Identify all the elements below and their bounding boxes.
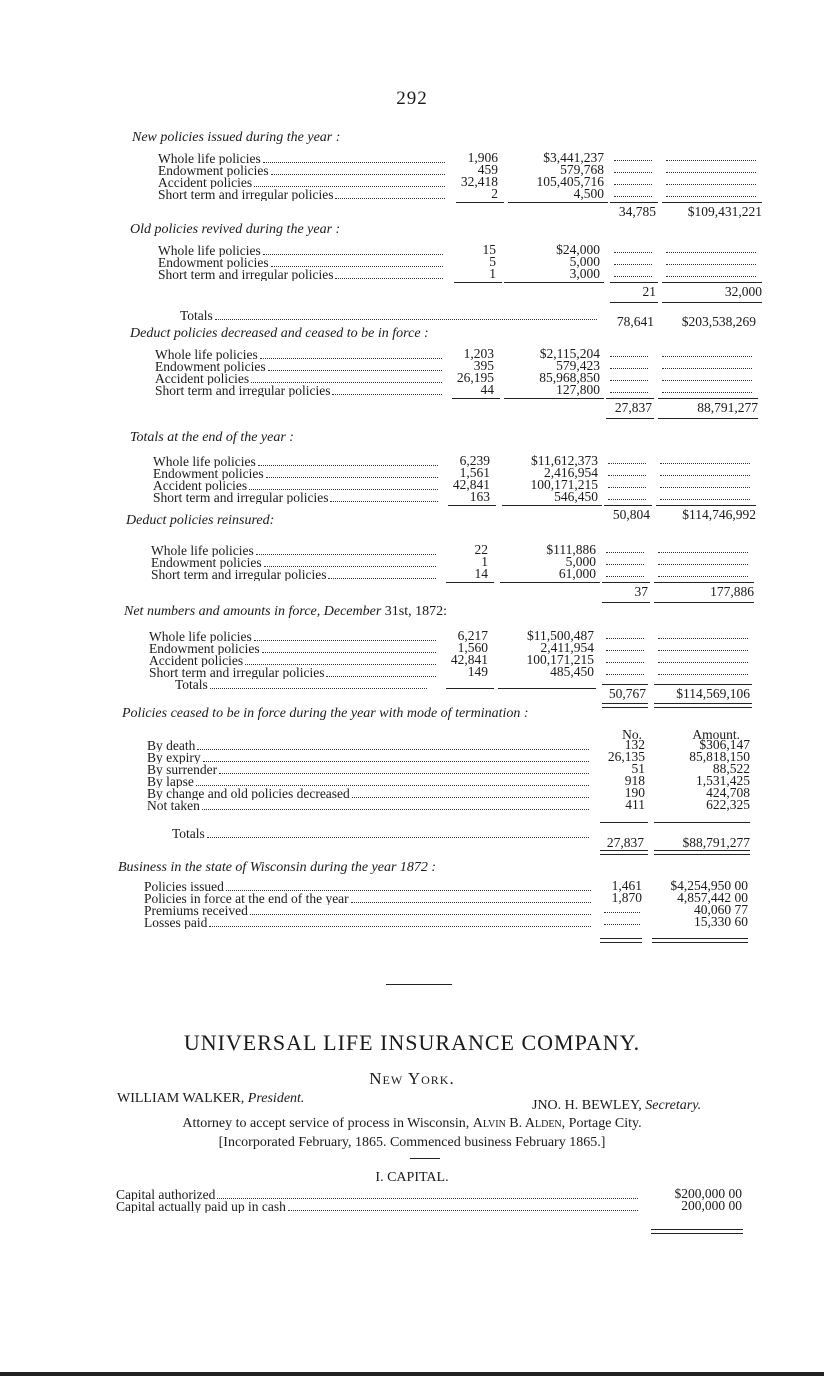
column-rule bbox=[448, 505, 496, 506]
column-rule bbox=[662, 302, 762, 303]
net-total-amount: $114,569,106 bbox=[676, 686, 750, 701]
column-rule bbox=[500, 582, 600, 583]
row-label-text: Losses paid bbox=[144, 915, 208, 929]
row-label-text: Whole life policies bbox=[158, 151, 261, 165]
attorney-name: Alvin B. Alden bbox=[472, 1116, 562, 1131]
row-label-text: Endowment policies bbox=[158, 255, 269, 269]
policy-amount: $24,000 bbox=[556, 242, 600, 257]
row-label-text: Short term and irregular policies bbox=[158, 267, 334, 281]
net-total-count: 50,767 bbox=[608, 686, 646, 701]
policy-count: 1 bbox=[481, 554, 488, 569]
column-rule bbox=[602, 684, 648, 685]
totals-label bbox=[180, 308, 600, 322]
placeholder-dots bbox=[666, 151, 756, 161]
policy-amount: 85,968,850 bbox=[539, 370, 600, 385]
placeholder-dots bbox=[606, 567, 644, 577]
placeholder-dots bbox=[614, 163, 652, 173]
leader-dots bbox=[330, 501, 438, 502]
termination-amount: 1,531,425 bbox=[696, 773, 750, 788]
row-label-text: Endowment policies bbox=[149, 641, 260, 655]
placeholder-dots bbox=[614, 187, 652, 197]
column-rule bbox=[610, 202, 658, 203]
company-name: UNIVERSAL LIFE INSURANCE COMPANY. bbox=[183, 1030, 641, 1055]
net-force-title-year: , 1872: bbox=[408, 604, 448, 619]
placeholder-dots bbox=[604, 915, 640, 925]
row-label-text: Short term and irregular policies bbox=[155, 383, 331, 397]
row-label-text: Endowment policies bbox=[155, 359, 266, 373]
wisconsin-count: 1,461 bbox=[611, 878, 642, 893]
placeholder-dots bbox=[604, 903, 640, 913]
policy-count: 22 bbox=[474, 542, 488, 557]
policy-count: 42,841 bbox=[452, 477, 490, 492]
policy-amount: 100,171,215 bbox=[530, 477, 598, 492]
section-total-amount: 88,791,277 bbox=[697, 400, 758, 415]
row-label-text: Endowment policies bbox=[153, 466, 264, 480]
termination-total-count: 27,837 bbox=[606, 835, 644, 850]
row-label-text: Whole life policies bbox=[151, 543, 254, 557]
double-rule bbox=[600, 938, 642, 943]
row-label-text: Totals bbox=[180, 308, 213, 322]
separator-rule-small bbox=[410, 1158, 440, 1159]
section-total-count: 34,785 bbox=[618, 204, 656, 219]
section-total-amount: $109,431,221 bbox=[687, 204, 762, 219]
row-label-text: Premiums received bbox=[144, 903, 248, 917]
row-label-text: Accident policies bbox=[149, 653, 244, 667]
president-title: President. bbox=[247, 1091, 305, 1106]
section-total-count: 21 bbox=[642, 284, 656, 299]
leader-dots bbox=[328, 578, 436, 579]
double-rule bbox=[602, 703, 648, 708]
column-rule bbox=[602, 582, 650, 583]
row-label-text: Whole life policies bbox=[158, 243, 261, 257]
placeholder-dots bbox=[606, 555, 644, 565]
wisconsin-title bbox=[118, 860, 436, 876]
row-label-text: Whole life policies bbox=[149, 629, 252, 643]
leader-dots bbox=[335, 198, 445, 199]
net-count: 6,217 bbox=[457, 628, 488, 643]
wisconsin-amount: 40,060 77 bbox=[694, 902, 748, 917]
termination-row-label bbox=[147, 798, 592, 812]
placeholder-dots bbox=[658, 543, 748, 553]
row-label-text: Totals bbox=[172, 826, 205, 840]
net-amount: 100,171,215 bbox=[526, 652, 594, 667]
column-header-no: No. bbox=[622, 727, 642, 742]
section-title: Deduct policies reinsured: bbox=[126, 513, 275, 528]
row-label-text: Policies in force at the end of the year bbox=[144, 891, 349, 905]
termination-count: 132 bbox=[624, 737, 645, 752]
policy-amount: 2,416,954 bbox=[544, 465, 598, 480]
termination-count: 51 bbox=[631, 761, 645, 776]
placeholder-dots bbox=[606, 653, 644, 663]
row-label-text: Whole life policies bbox=[155, 347, 258, 361]
placeholder-dots bbox=[606, 629, 644, 639]
policy-count: 459 bbox=[477, 162, 498, 177]
policy-count: 1,561 bbox=[459, 465, 490, 480]
placeholder-dots bbox=[658, 653, 748, 663]
placeholder-dots bbox=[614, 255, 652, 265]
president-name: WILLIAM WALKER, bbox=[117, 1091, 245, 1106]
attorney-city: , Portage City. bbox=[561, 1116, 642, 1131]
section-title: Totals at the end of the year : bbox=[130, 430, 294, 445]
policy-amount: 105,405,716 bbox=[536, 174, 604, 189]
column-rule bbox=[658, 398, 758, 399]
placeholder-dots bbox=[608, 454, 646, 464]
placeholder-dots bbox=[658, 641, 748, 651]
separator-rule bbox=[386, 984, 452, 985]
placeholder-dots bbox=[608, 478, 646, 488]
row-label-text: Endowment policies bbox=[151, 555, 262, 569]
net-force-title-text: Net numbers and amounts in force, December bbox=[124, 604, 382, 619]
leader-dots bbox=[335, 278, 443, 279]
wisconsin-amount: $4,254,950 00 bbox=[670, 878, 748, 893]
column-rule bbox=[654, 684, 752, 685]
termination-amount: 88,522 bbox=[712, 761, 750, 776]
placeholder-dots bbox=[662, 347, 752, 357]
attorney-line bbox=[0, 1116, 824, 1132]
double-rule bbox=[654, 850, 750, 855]
placeholder-dots bbox=[606, 665, 644, 675]
company-city: New York. bbox=[369, 1069, 455, 1088]
placeholder-dots bbox=[662, 359, 752, 369]
placeholder-dots bbox=[658, 665, 748, 675]
policy-row-label bbox=[155, 383, 445, 397]
policy-count: 395 bbox=[473, 358, 494, 373]
row-label-text: Capital actually paid up in cash bbox=[116, 1199, 286, 1213]
column-rule bbox=[504, 282, 604, 283]
placeholder-dots bbox=[666, 163, 756, 173]
column-rule bbox=[656, 505, 756, 506]
wisconsin-title-year: 1872 : bbox=[399, 860, 437, 875]
policy-count: 5 bbox=[489, 254, 496, 269]
policy-row-label bbox=[158, 187, 448, 201]
termination-totals-label bbox=[172, 826, 592, 840]
placeholder-dots bbox=[666, 187, 756, 197]
section-total-count: 37 bbox=[634, 584, 648, 599]
termination-count: 190 bbox=[624, 785, 645, 800]
policy-amount: 61,000 bbox=[558, 566, 596, 581]
leader-dots bbox=[207, 837, 589, 838]
placeholder-dots bbox=[666, 255, 756, 265]
placeholder-dots bbox=[660, 466, 750, 476]
placeholder-dots bbox=[614, 267, 652, 277]
column-rule bbox=[654, 822, 750, 823]
row-label-text: Totals bbox=[175, 677, 208, 691]
double-rule bbox=[654, 703, 752, 708]
row-label-text: Whole life policies bbox=[153, 454, 256, 468]
column-rule bbox=[658, 418, 758, 419]
net-totals-label bbox=[175, 677, 430, 691]
page-bottom-edge bbox=[0, 1372, 824, 1376]
row-label-text: Accident policies bbox=[153, 478, 248, 492]
placeholder-dots bbox=[610, 383, 648, 393]
wisconsin-title-text: Business in the state of Wisconsin during the year bbox=[118, 860, 397, 875]
net-amount: 485,450 bbox=[550, 664, 594, 679]
termination-amount: 424,708 bbox=[706, 785, 750, 800]
policy-amount: 579,423 bbox=[556, 358, 600, 373]
grand-total-count: 78,641 bbox=[616, 314, 654, 329]
placeholder-dots bbox=[606, 543, 644, 553]
page-number: 292 bbox=[396, 88, 428, 109]
column-rule bbox=[504, 398, 604, 399]
row-label-text: Short term and irregular policies bbox=[153, 490, 329, 504]
column-rule bbox=[602, 602, 650, 603]
placeholder-dots bbox=[660, 454, 750, 464]
placeholder-dots bbox=[666, 267, 756, 277]
placeholder-dots bbox=[614, 175, 652, 185]
section-total-count: 27,837 bbox=[614, 400, 652, 415]
double-rule bbox=[600, 850, 648, 855]
placeholder-dots bbox=[610, 371, 648, 381]
column-rule bbox=[454, 282, 502, 283]
column-rule bbox=[508, 202, 608, 203]
termination-count: 411 bbox=[625, 797, 645, 812]
policy-amount: 5,000 bbox=[569, 254, 600, 269]
section-total-count: 50,804 bbox=[612, 507, 650, 522]
termination-count: 26,135 bbox=[607, 749, 645, 764]
column-rule bbox=[662, 282, 762, 283]
placeholder-dots bbox=[610, 347, 648, 357]
double-rule bbox=[652, 938, 748, 943]
leader-dots bbox=[210, 688, 427, 689]
section-title: New policies issued during the year : bbox=[132, 130, 341, 145]
capital-heading: I. CAPITAL. bbox=[375, 1170, 449, 1185]
net-amount: 2,411,954 bbox=[540, 640, 594, 655]
capital-row-label bbox=[116, 1199, 641, 1213]
policy-count: 1,203 bbox=[463, 346, 494, 361]
column-rule bbox=[446, 582, 494, 583]
placeholder-dots bbox=[662, 371, 752, 381]
policy-count: 15 bbox=[482, 242, 496, 257]
column-rule bbox=[610, 302, 658, 303]
row-label-text: Short term and irregular policies bbox=[158, 187, 334, 201]
row-label-text: Endowment policies bbox=[158, 163, 269, 177]
policy-amount: 579,768 bbox=[560, 162, 604, 177]
policy-amount: 127,800 bbox=[556, 382, 600, 397]
policy-amount: 3,000 bbox=[569, 266, 600, 281]
wisconsin-count: 1,870 bbox=[611, 890, 642, 905]
policy-count: 44 bbox=[480, 382, 494, 397]
placeholder-dots bbox=[658, 555, 748, 565]
placeholder-dots bbox=[660, 478, 750, 488]
secretary-line bbox=[532, 1098, 701, 1114]
placeholder-dots bbox=[608, 466, 646, 476]
capital-amount: $200,000 00 bbox=[674, 1186, 742, 1201]
policy-amount: $3,441,237 bbox=[543, 150, 604, 165]
termination-amount: 85,818,150 bbox=[689, 749, 750, 764]
column-rule bbox=[604, 505, 652, 506]
policy-count: 6,239 bbox=[459, 453, 490, 468]
attorney-text: Attorney to accept service of process in Wisconsin, bbox=[182, 1116, 470, 1131]
grand-total-amount: $203,538,269 bbox=[681, 314, 756, 329]
policy-count: 32,418 bbox=[460, 174, 498, 189]
double-rule bbox=[651, 1229, 743, 1234]
policy-amount: $11,612,373 bbox=[531, 453, 598, 468]
leader-dots bbox=[288, 1210, 638, 1211]
termination-total-amount: $88,791,277 bbox=[682, 835, 750, 850]
row-label-text: Accident policies bbox=[155, 371, 250, 385]
secretary-title: Secretary. bbox=[645, 1098, 702, 1113]
section-total-amount: 32,000 bbox=[724, 284, 762, 299]
column-rule bbox=[662, 202, 762, 203]
column-rule bbox=[502, 505, 602, 506]
section-total-amount: 177,886 bbox=[710, 584, 754, 599]
column-rule bbox=[446, 688, 494, 689]
placeholder-dots bbox=[666, 175, 756, 185]
section-title: Old policies revived during the year : bbox=[130, 222, 341, 237]
wisconsin-amount: 4,857,442 00 bbox=[677, 890, 748, 905]
row-label-text: Short term and irregular policies bbox=[151, 567, 327, 581]
incorporation-note: [Incorporated February, 1865. Commenced business February 1865.] bbox=[218, 1135, 606, 1150]
row-label-text: Not taken bbox=[147, 798, 200, 812]
column-rule bbox=[654, 602, 754, 603]
placeholder-dots bbox=[614, 243, 652, 253]
placeholder-dots bbox=[608, 490, 646, 500]
policy-amount: 5,000 bbox=[565, 554, 596, 569]
net-count: 1,560 bbox=[457, 640, 488, 655]
net-force-title bbox=[124, 604, 447, 620]
column-rule bbox=[600, 822, 648, 823]
policy-row-label bbox=[151, 567, 439, 581]
placeholder-dots bbox=[658, 629, 748, 639]
placeholder-dots bbox=[666, 243, 756, 253]
placeholder-dots bbox=[614, 151, 652, 161]
row-label-text: Capital authorized bbox=[116, 1187, 216, 1201]
row-label-text: By lapse bbox=[147, 774, 194, 788]
placeholder-dots bbox=[660, 490, 750, 500]
placeholder-dots bbox=[610, 359, 648, 369]
leader-dots bbox=[215, 319, 597, 320]
leader-dots bbox=[202, 809, 589, 810]
termination-amount: 622,325 bbox=[706, 797, 750, 812]
policy-row-label bbox=[153, 490, 441, 504]
row-label-text: By surrender bbox=[147, 762, 218, 776]
net-amount: $11,500,487 bbox=[527, 628, 594, 643]
president-line bbox=[117, 1091, 304, 1107]
policy-count: 1,906 bbox=[467, 150, 498, 165]
placeholder-dots bbox=[606, 641, 644, 651]
wisconsin-row-label bbox=[144, 915, 594, 929]
termination-count: 918 bbox=[624, 773, 645, 788]
termination-amount: $306,147 bbox=[699, 737, 750, 752]
placeholder-dots bbox=[658, 567, 748, 577]
leader-dots bbox=[332, 394, 442, 395]
policy-amount: $2,115,204 bbox=[539, 346, 600, 361]
policy-count: 14 bbox=[474, 566, 488, 581]
policy-row-label bbox=[158, 267, 446, 281]
section-total-amount: $114,746,992 bbox=[682, 507, 756, 522]
wisconsin-amount: 15,330 60 bbox=[694, 914, 748, 929]
row-label-text: Accident policies bbox=[158, 175, 253, 189]
column-rule bbox=[610, 282, 658, 283]
leader-dots bbox=[209, 926, 591, 927]
row-label-text: By expiry bbox=[147, 750, 201, 764]
policy-count: 2 bbox=[491, 186, 498, 201]
row-label-text: Short term and irregular policies bbox=[149, 665, 325, 679]
column-rule bbox=[654, 582, 754, 583]
row-label-text: By death bbox=[147, 738, 196, 752]
column-rule bbox=[452, 398, 500, 399]
policy-count: 26,195 bbox=[456, 370, 494, 385]
secretary-name: JNO. H. BEWLEY, bbox=[532, 1098, 642, 1113]
policy-amount: 4,500 bbox=[573, 186, 604, 201]
policy-count: 1 bbox=[489, 266, 496, 281]
net-count: 42,841 bbox=[450, 652, 488, 667]
policy-amount: $111,886 bbox=[546, 542, 596, 557]
section-title: Deduct policies decreased and ceased to be in force : bbox=[130, 326, 429, 341]
termination-title: Policies ceased to be in force during the year with mode of termination : bbox=[122, 706, 529, 721]
policy-amount: 546,450 bbox=[554, 489, 598, 504]
column-rule bbox=[606, 398, 654, 399]
row-label-text: Policies issued bbox=[144, 879, 224, 893]
net-force-title-date: 31st bbox=[384, 604, 409, 619]
column-header-amount: Amount. bbox=[692, 727, 740, 742]
policy-count: 163 bbox=[469, 489, 490, 504]
net-count: 149 bbox=[467, 664, 488, 679]
capital-amount: 200,000 00 bbox=[681, 1198, 742, 1213]
column-rule bbox=[606, 418, 654, 419]
row-label-text: By change and old policies decreased bbox=[147, 786, 350, 800]
column-rule bbox=[456, 202, 504, 203]
placeholder-dots bbox=[662, 383, 752, 393]
